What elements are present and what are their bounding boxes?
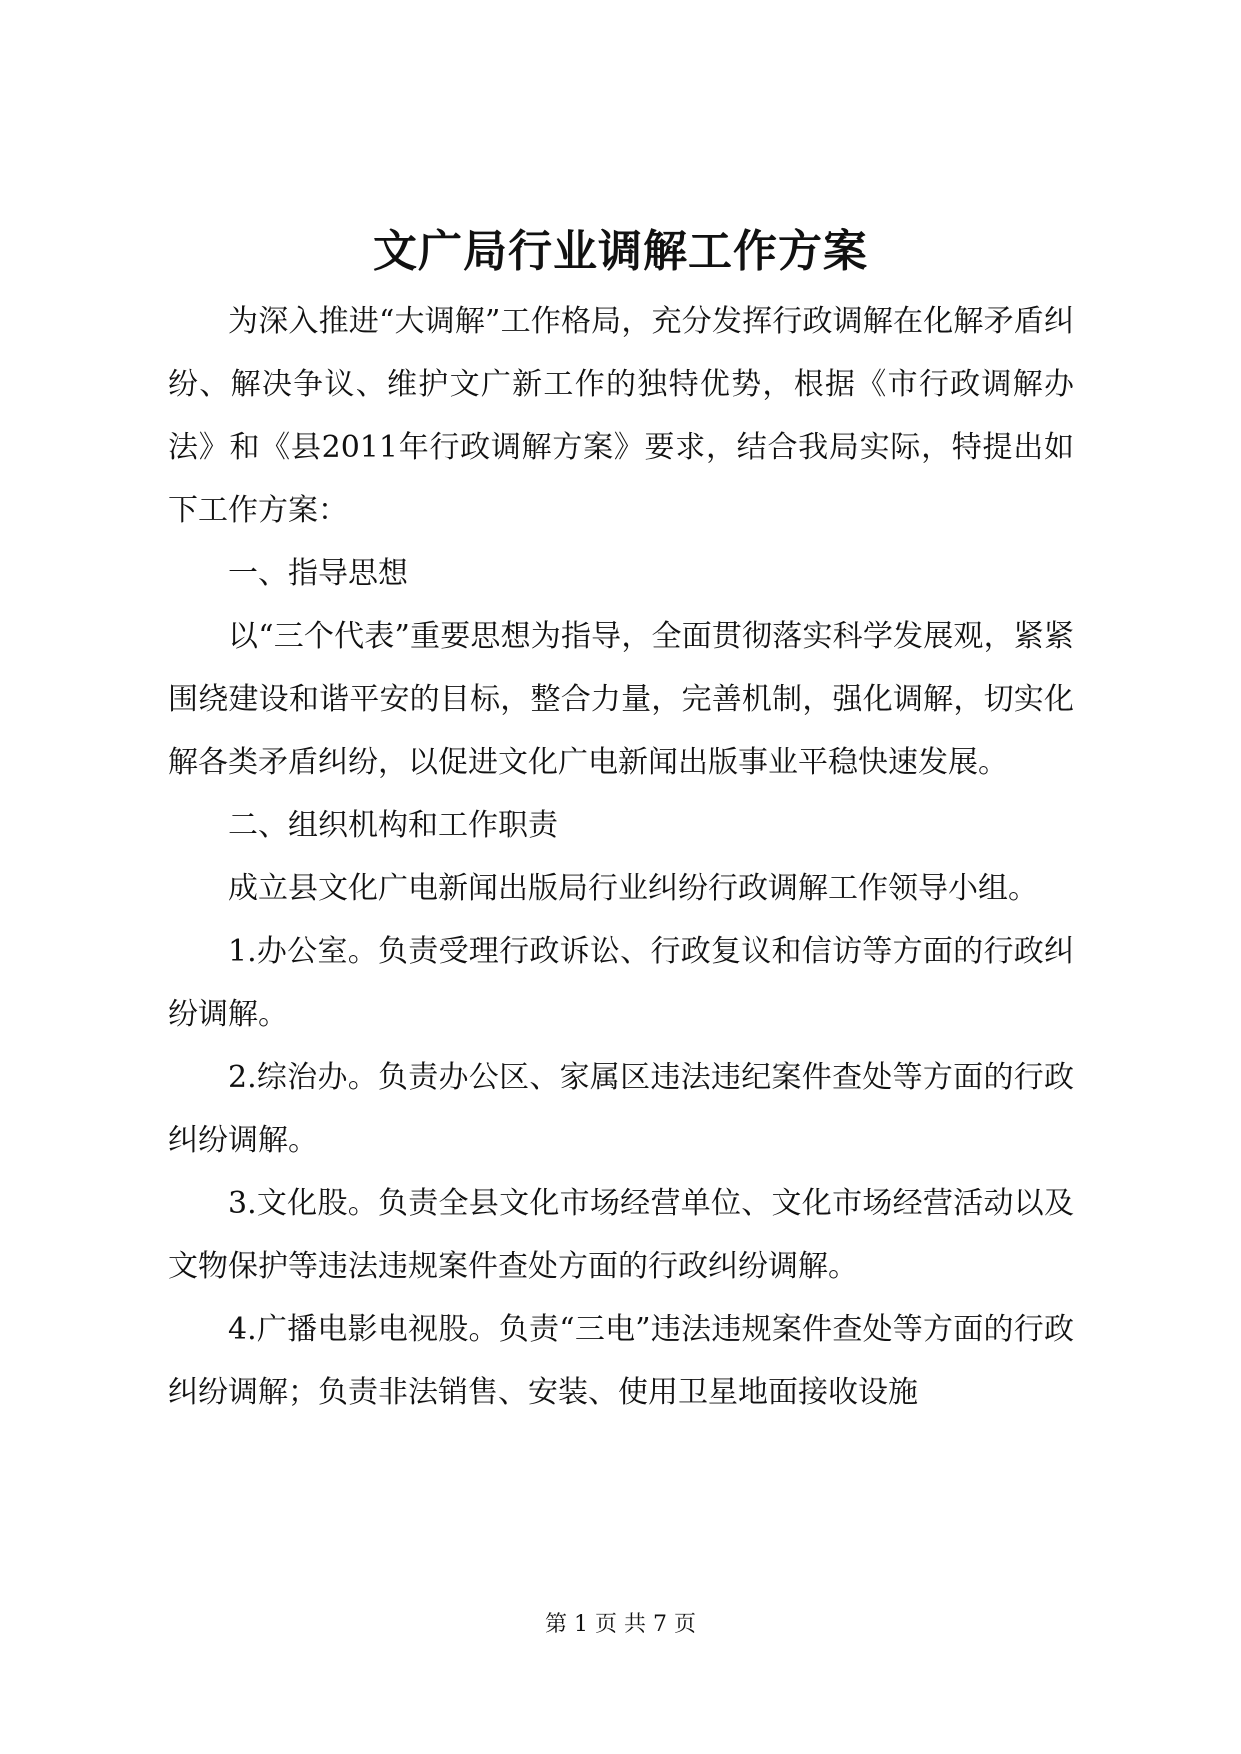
paragraph-item-culture-section: 3.文化股。负责全县文化市场经营单位、文化市场经营活动以及文物保护等违法违规案件查处方面的行政纠纷调解。 xyxy=(168,1186,1074,1284)
paragraph-item-broadcast-section: 4.广播电影电视股。负责“三电”违法违规案件查处等方面的行政纠纷调解；负责非法销售、安装、使用卫星地面接收设施 xyxy=(168,1312,1074,1410)
paragraph-leading-group: 成立县文化广电新闻出版局行业纠纷行政调解工作领导小组。 xyxy=(228,871,1038,906)
document-title: 文广局行业调解工作方案 xyxy=(373,226,868,277)
paragraph-item-office: 1.办公室。负责受理行政诉讼、行政复议和信访等方面的行政纠纷调解。 xyxy=(168,934,1074,1032)
paragraph-intro: 为深入推进“大调解”工作格局，充分发挥行政调解在化解矛盾纠纷、解决争议、维护文广新工作的独特优势，根据《市行政调解办法》和《县2011年行政调解方案》要求，结合我局实际，特提出如下工作方案： xyxy=(168,304,1074,528)
section-heading-guiding-ideology: 一、指导思想 xyxy=(228,556,408,591)
document-body xyxy=(168,290,1074,1424)
paragraph-guiding-ideology: 以“三个代表”重要思想为指导，全面贯彻落实科学发展观，紧紧围绕建设和谐平安的目标，整合力量，完善机制，强化调解，切实化解各类矛盾纠纷，以促进文化广电新闻出版事业平稳快速发展。 xyxy=(168,619,1074,780)
page-number-footer: 第 1 页 共 7 页 xyxy=(545,1612,696,1637)
section-heading-organization: 二、组织机构和工作职责 xyxy=(228,808,558,843)
paragraph-item-comprehensive-office: 2.综治办。负责办公区、家属区违法违纪案件查处等方面的行政纠纷调解。 xyxy=(168,1060,1074,1158)
